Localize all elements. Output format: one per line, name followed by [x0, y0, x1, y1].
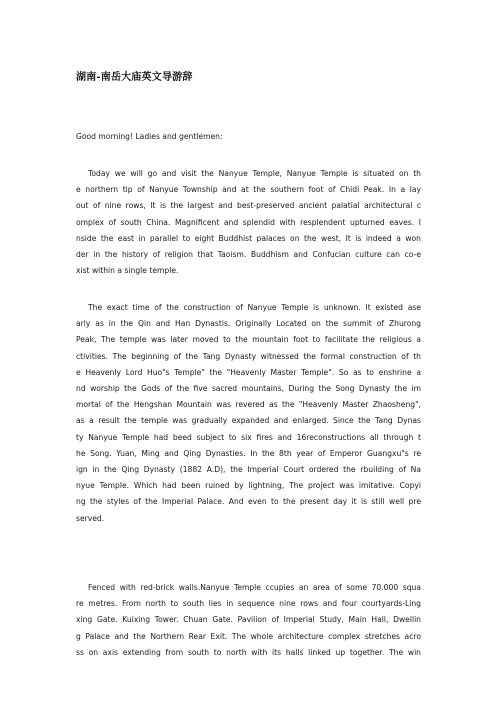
paragraph-line: Peak, The temple was later moved to the mountain foot to facilitate the religious a	[76, 335, 421, 345]
page-title: 湖南-南岳大庙英文导游辞	[76, 72, 193, 83]
paragraph-1	[76, 166, 421, 279]
paragraph-line: The exact time of the construction of Nanyue Temple is unknown. It existed ase	[88, 303, 421, 312]
paragraph-line: e northern tip of Nanyue Township and at the southern foot of Chidi Peak. In a lay	[76, 185, 421, 195]
paragraph-line: xing Gate. Kuixing Tower. Chuan Gate. Pavilion of Imperial Study, Main Hall, Dwellin	[76, 615, 421, 625]
paragraph-line: nyue Temple. Which had been ruined by lightning, The project was imitative. Copyi	[76, 481, 421, 491]
paragraph-3	[76, 580, 421, 661]
paragraph-line: omplex of south China. Magnificent and splendid with resplendent upturned eaves. I	[76, 217, 421, 227]
paragraph-line: ng the styles of the Imperial Palace. And even to the present day it is still well pre	[76, 497, 421, 507]
paragraph-line: as a result the temple was gradually expanded and enlarged. Since the Tang Dynas	[76, 416, 421, 426]
greeting-line: Good morning! Ladies and gentlemen:	[76, 132, 223, 141]
paragraph-line: served.	[76, 513, 105, 523]
paragraph-line: Fenced with red-brick walls.Nanyue Temple ccupies an area of some 70.000 squa	[88, 583, 421, 592]
paragraph-line: he Song. Yuan, Ming and Qing Dynasties. In the 8th year of Emperor Guangxu"s re	[76, 448, 421, 458]
paragraph-line: e Heavenly Lord Huo"s Temple" the "Heavenly Master Temple". So as to enshrine a	[76, 367, 421, 377]
paragraph-line: xist within a single temple.	[76, 266, 179, 276]
paragraph-line: mortal of the Hengshan Mountain was revered as the "Heavenly Master Zhaosheng",	[76, 400, 421, 410]
paragraph-line: ss on axis extending from south to north with its halls linked up together. The win	[76, 647, 421, 657]
paragraph-line: out of nine rows, It is the largest and best-preserved ancient palatial architectural c	[76, 201, 421, 211]
paragraph-line: arly as in the Qin and Han Dynastis. Originally Located on the summit of Zhurong	[76, 319, 421, 329]
paragraph-line: ctivities. The beginning of the Tang Dynasty witnessed the formal construction of th	[76, 351, 421, 361]
paragraph-line: re metres. From north to south lies in sequence nine rows and four courtyards-Ling	[76, 599, 421, 609]
paragraph-line: ty Nanyue Temple had beed subject to six fires and 16reconstructions all through t	[76, 432, 421, 442]
paragraph-2	[76, 300, 421, 527]
paragraph-line: g Palace and the Northern Rear Exit. The whole architecture complex stretches acro	[76, 631, 421, 641]
paragraph-line: der in the history of religion that Taoism. Buddhism and Confucian culture can co-e	[76, 250, 421, 260]
paragraph-line: nside the east in parallel to eight Buddhist palaces on the west, It is indeed a won	[76, 233, 421, 243]
paragraph-line: nd worship the Gods of the five sacred mountains, During the Song Dynasty the im	[76, 384, 421, 394]
paragraph-line: Today we will go and visit the Nanyue Temple, Nanyue Temple is situated on th	[88, 169, 421, 178]
paragraph-line: ign in the Qing Dynasty (1882 A.D), the Imperial Court ordered the rbuilding of Na	[76, 465, 421, 475]
